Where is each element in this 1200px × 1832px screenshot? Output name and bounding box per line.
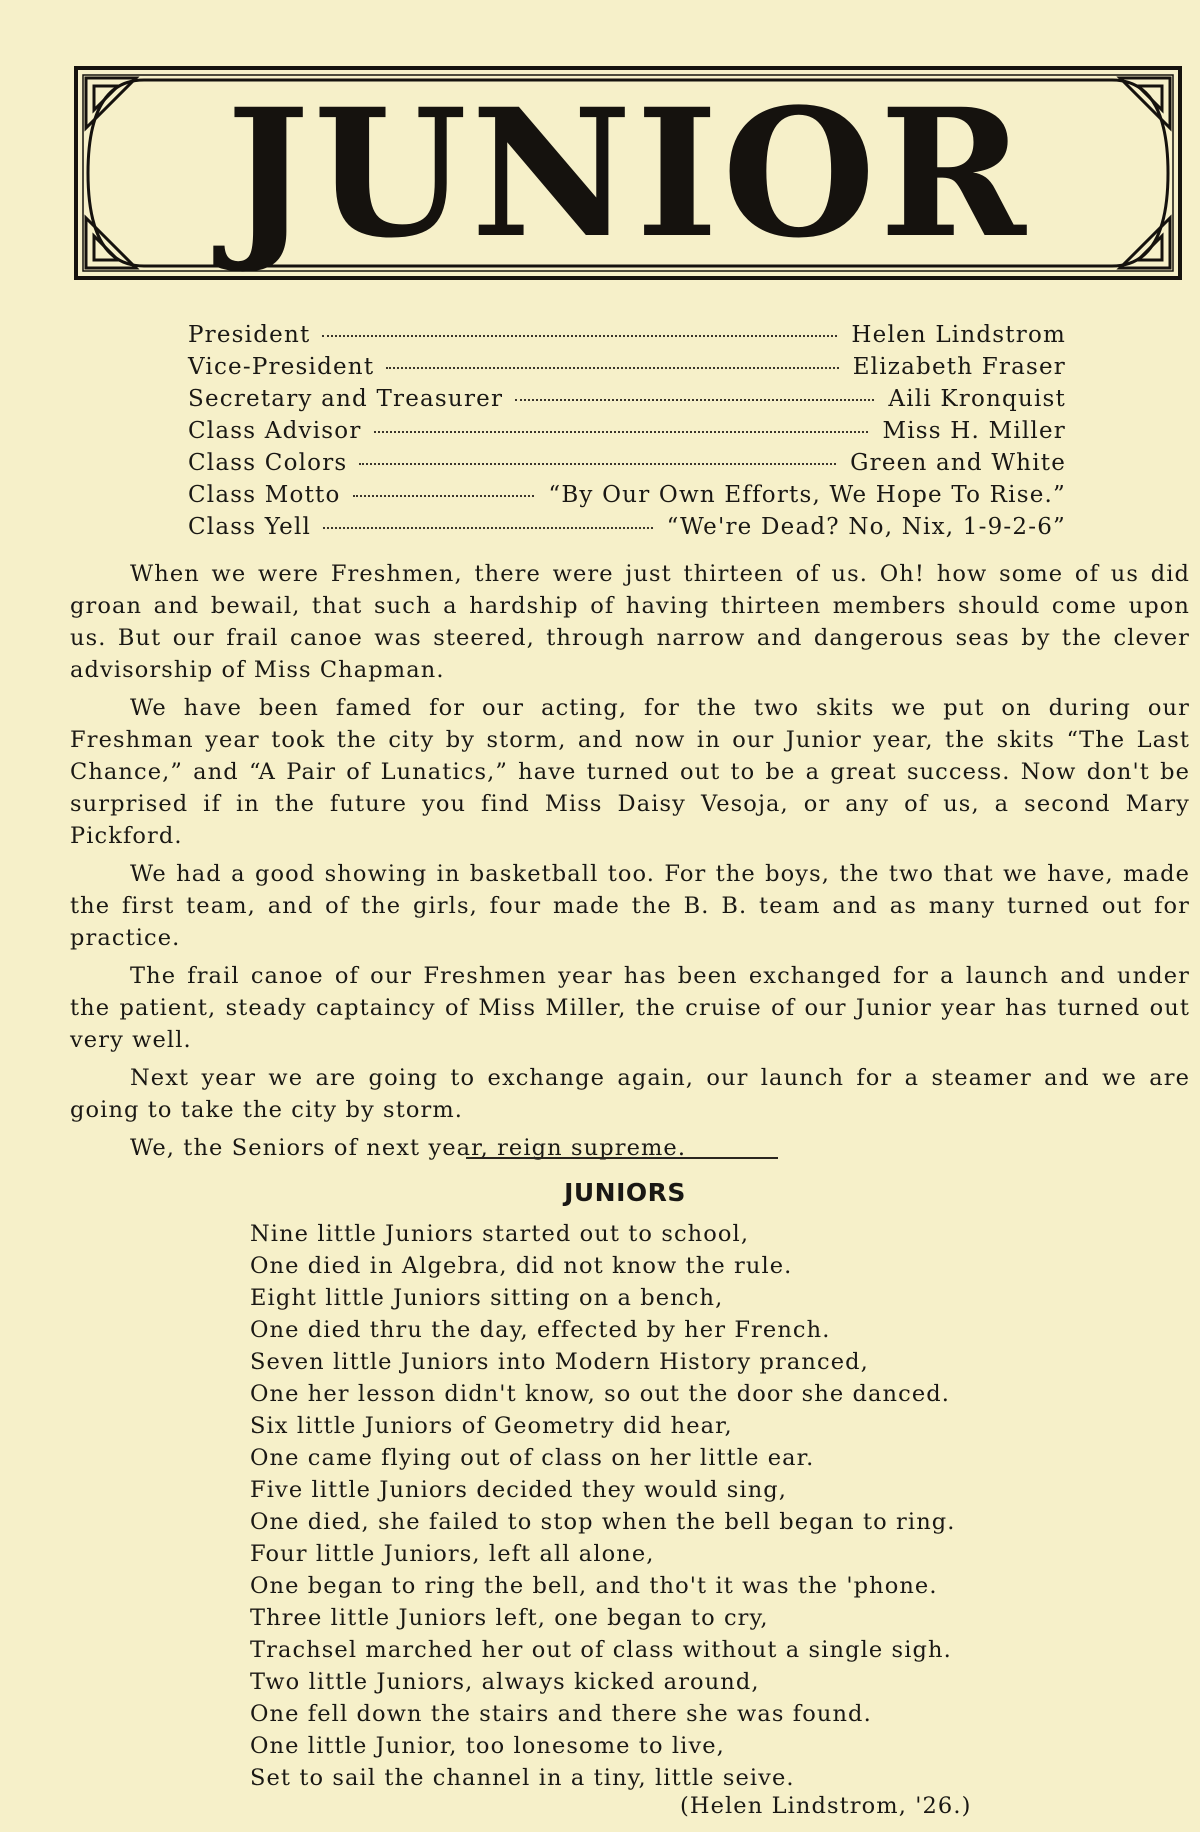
poem [250,1218,1080,1794]
officer-row-class-advisor [188,418,1066,450]
poem-line: One died thru the day, effected by her French. [250,1317,831,1343]
dot-leader [359,463,836,465]
class-history [70,558,1190,1170]
poem-line: One began to ring the bell, and tho't it was the 'phone. [250,1573,938,1599]
officer-value: Elizabeth Fraser [852,354,1066,380]
poem-line: Five little Juniors decided they would sing, [250,1477,788,1503]
poem-line: Set to sail the channel in a tiny, little seive. [250,1765,795,1791]
dot-leader [515,399,874,401]
officer-label: Class Yell [188,514,312,540]
officer-value: Aili Kronquist [888,386,1066,412]
poem-line: One fell down the stairs and there she was found. [250,1701,872,1727]
officer-label: Class Motto [188,482,341,508]
poem-line: One died, she failed to stop when the bell began to ring. [250,1509,956,1535]
officer-value: “We're Dead? No, Nix, 1-9-2-6” [666,514,1066,540]
officer-value: “By Our Own Efforts, We Hope To Rise.” [548,482,1066,508]
poem-line: One came flying out of class on her little ear. [250,1445,815,1471]
poem-line: One little Junior, too lonesome to live, [250,1733,725,1759]
paragraph: We had a good showing in basketball too. For the boys, the two that we have, made the first team, and of the girls, four made the B. B. team and as many turned out for practice. [70,861,1190,951]
officer-row-class-motto [188,482,1066,514]
paragraph: When we were Freshmen, there were just thirteen of us. Oh! how some of us did groan and bewail, that such a hardship of having thirteen members should come upon us. But our frail canoe was steered, through narrow and dangerous seas by the clever advisorship of Miss Chapman. [70,561,1190,683]
poem-line: Three little Juniors left, one began to cry, [250,1605,769,1631]
officer-label: Class Colors [188,450,348,476]
paragraph: Next year we are going to exchange again, our launch for a steamer and we are going to take the city by storm. [70,1065,1190,1123]
officer-list [188,322,1066,546]
officer-row-class-yell [188,514,1066,546]
poem-credit: (Helen Lindstrom, '26.) [680,1793,972,1819]
officer-value: Helen Lindstrom [851,322,1066,348]
paragraph: We have been famed for our acting, for the two skits we put on during our Freshman year took the city by storm, and now in our Junior year, the skits “The Last Chance,” and “A Pair of Lunatics,” have turned out to be a great success. Now don't be surprised if in the future you find Miss Daisy Vesoja, or any of us, a second Mary Pickford. [70,695,1190,849]
paragraph: The frail canoe of our Freshmen year has been exchanged for a launch and under the patient, steady captaincy of Miss Miller, the cruise of our Junior year has turned out very well. [70,963,1190,1053]
officer-label: Class Advisor [188,418,362,444]
dot-leader [386,367,838,369]
officer-row-secretary-treasurer [188,386,1066,418]
dot-leader [322,335,837,337]
header-frame [74,66,1182,280]
poem-line: Nine little Juniors started out to school, [250,1221,750,1247]
poem-line: Two little Juniors, always kicked around, [250,1669,760,1695]
officer-label: Vice-President [188,354,375,380]
poem-line: One died in Algebra, did not know the rule. [250,1253,793,1279]
officer-label: Secretary and Treasurer [188,386,504,412]
section-divider [466,1157,778,1159]
paragraph: We, the Seniors of next year, reign supreme. [130,1135,687,1161]
poem-line: One her lesson didn't know, so out the door she danced. [250,1381,951,1407]
page-title: JUNIOR [226,70,1030,277]
dot-leader [374,431,869,433]
officer-label: President [188,322,311,348]
poem-line: Six little Juniors of Geometry did hear, [250,1413,733,1439]
officer-row-president [188,322,1066,354]
dot-leader [323,527,652,529]
officer-value: Green and White [850,450,1066,476]
officer-row-class-colors [188,450,1066,482]
poem-line: Four little Juniors, left all alone, [250,1541,655,1567]
officer-value: Miss H. Miller [882,418,1066,444]
poem-title: JUNIORS [564,1178,686,1207]
dot-leader [353,495,535,497]
poem-line: Eight little Juniors sitting on a bench, [250,1285,724,1311]
poem-line: Seven little Juniors into Modern History pranced, [250,1349,869,1375]
poem-line: Trachsel marched her out of class without a single sigh. [250,1637,952,1663]
officer-row-vice-president [188,354,1066,386]
